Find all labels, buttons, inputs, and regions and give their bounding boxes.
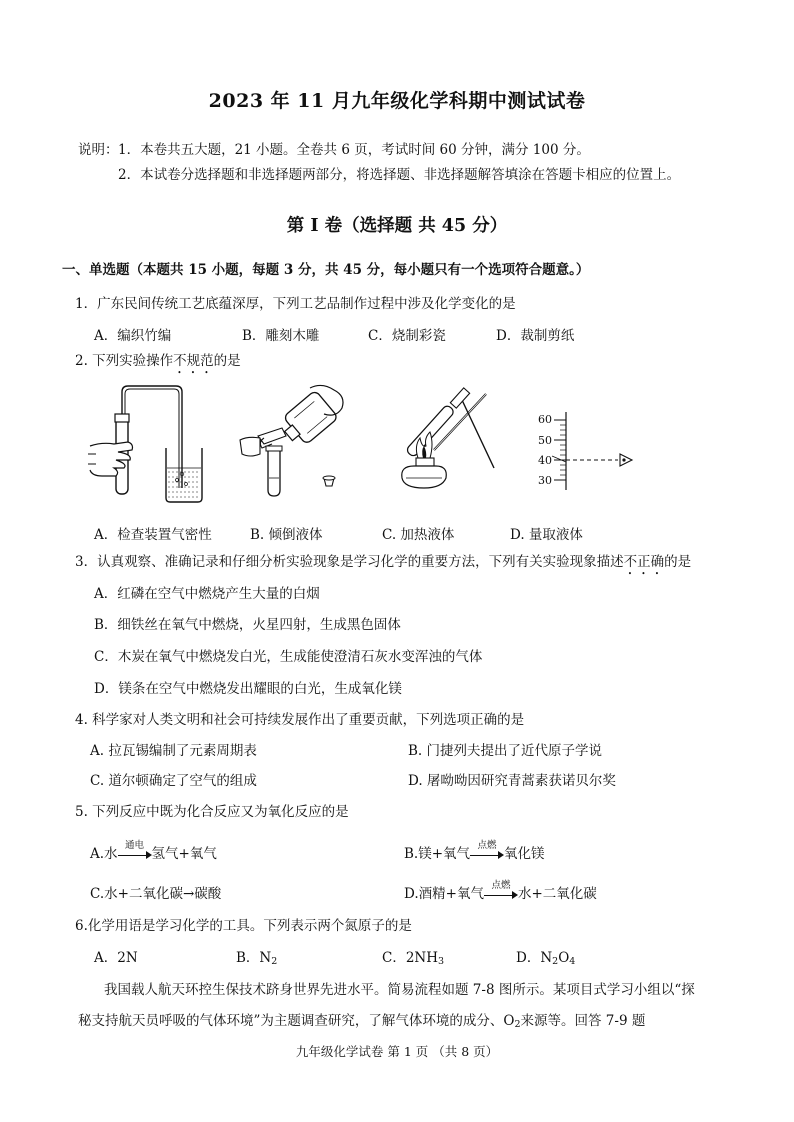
option-b-text: B．N [236, 950, 272, 966]
question-4-option-c: C. 道尔顿确定了空气的组成 [90, 773, 257, 789]
question-3-stem [75, 550, 691, 578]
option-d-text-mid: O [558, 950, 570, 966]
question-5-stem: 5. 下列反应中既为化合反应又为氧化反应的是 [75, 804, 349, 820]
cylinder-tick-60: 60 [538, 413, 552, 426]
question-6-option-a: A．2N [94, 950, 138, 966]
option-d-reactant: D.酒精+氧气 [404, 886, 484, 902]
question-6-option-d [516, 946, 575, 967]
question-3-option-a: A．红磷在空气中燃烧产生大量的白烟 [94, 586, 320, 602]
passage-line-2-text: 秘支持航天员呼吸的气体环境”为主题调查研究，了解气体环境的成分、O [78, 1013, 515, 1029]
question-3-stem-emphasis: 不正确 [623, 554, 665, 570]
option-c-text: C．2NH [382, 950, 439, 966]
option-a-reactant: A.水 [90, 846, 118, 862]
question-5-option-b [404, 839, 545, 862]
reaction-condition: 通电 [125, 839, 145, 851]
question-1-option-c: C．烧制彩瓷 [368, 328, 446, 344]
option-d-product: 水+二氧化碳 [517, 886, 597, 902]
question-5-option-d [404, 879, 597, 902]
question-4-option-b: B. 门捷列夫提出了近代原子学说 [408, 743, 603, 759]
cylinder-tick-40: 40 [538, 454, 552, 467]
option-d-subscript-1: 2 [552, 956, 559, 967]
figure-heating-liquid [390, 380, 500, 498]
question-3-stem-after: 的是 [664, 554, 692, 570]
question-2-stem-before: 2. 下列实验操作 [75, 353, 174, 369]
question-2-stem-emphasis: 不规范 [173, 353, 214, 369]
passage-line-2-subscript: 2 [514, 1019, 521, 1030]
notes-label: 说明： [78, 142, 119, 158]
figure-measuring-liquid [532, 410, 652, 492]
question-6-option-c [382, 946, 444, 967]
figure-airtightness-check [88, 378, 216, 506]
question-3-stem-before: 3．认真观察、准确记录和仔细分析实验现象是学习化学的重要方法，下列有关实验现象描述 [75, 554, 624, 570]
question-1-option-a: A．编织竹编 [94, 328, 172, 344]
passage-line-2-tail: 来源等。回答 7-9 题 [520, 1013, 646, 1029]
page-title: 2023 年 11 月九年级化学科期中测试试卷 [208, 90, 586, 112]
question-3-option-b: B．细铁丝在氧气中燃烧，火星四射，生成黑色固体 [94, 617, 401, 633]
cylinder-tick-50: 50 [538, 434, 552, 447]
option-b-subscript: 2 [271, 956, 278, 967]
cylinder-tick-30: 30 [538, 474, 552, 487]
reaction-arrow-icon [470, 839, 504, 862]
option-b-product: 氧化镁 [504, 846, 545, 862]
question-1-option-b: B．雕刻木雕 [242, 328, 320, 344]
question-1-stem: 1．广东民间传统工艺底蕴深厚，下列工艺品制作过程中涉及化学变化的是 [75, 296, 516, 312]
option-c-subscript: 3 [438, 956, 445, 967]
question-4-stem: 4. 科学家对人类文明和社会可持续发展作出了重要贡献，下列选项正确的是 [75, 712, 525, 728]
question-6-option-b [236, 946, 277, 967]
question-2-option-d: D. 量取液体 [510, 527, 583, 543]
notes-line-2: 2．本试卷分选择题和非选择题两部分，将选择题、非选择题解答填涂在答题卡相应的位置上。 [118, 167, 681, 183]
page-footer: 九年级化学试卷 第 1 页 （共 8 页） [295, 1044, 499, 1059]
part-title: 一、单选题（本题共 15 小题，每题 3 分，共 45 分，每小题只有一个选项符合题意。） [62, 262, 590, 278]
question-5-option-c: C.水+二氧化碳→碳酸 [90, 886, 222, 902]
option-a-product: 氢气+氧气 [151, 846, 217, 862]
reaction-arrow-icon [484, 879, 518, 902]
question-4-option-a: A. 拉瓦锡编制了元素周期表 [90, 743, 257, 759]
passage-line-2 [78, 1009, 645, 1030]
question-4-option-d: D. 屠呦呦因研究青蒿素获诺贝尔奖 [408, 773, 616, 789]
notes-line-1: 1．本卷共五大题，21 小题。全卷共 6 页，考试时间 60 分钟，满分 100 分。 [118, 142, 590, 158]
option-b-reactant: B.镁+氧气 [404, 846, 471, 862]
question-3-option-d: D．镁条在空气中燃烧发出耀眼的白光，生成氧化镁 [94, 681, 402, 697]
question-2-option-c: C. 加热液体 [382, 527, 455, 543]
section-title: 第 I 卷（选择题 共 45 分） [286, 216, 508, 236]
option-d-text: D．N [516, 950, 553, 966]
reaction-condition: 点燃 [491, 879, 511, 891]
question-6-stem: 6.化学用语是学习化学的工具。下列表示两个氮原子的是 [75, 918, 412, 934]
reaction-arrow-icon [118, 839, 152, 862]
figure-pouring-liquid [238, 378, 354, 498]
question-2-option-a: A．检查装置气密性 [94, 527, 212, 543]
option-d-subscript-2: 4 [569, 956, 576, 967]
passage-line-1: 我国载人航天环控生保技术跻身世界先进水平。简易流程如题 7-8 图所示。某项目式学习小组以“探 [104, 982, 695, 998]
question-2-stem [75, 349, 241, 377]
question-5-option-a [90, 839, 217, 862]
question-2-option-b: B. 倾倒液体 [250, 527, 323, 543]
question-3-option-c: C．木炭在氧气中燃烧发白光，生成能使澄清石灰水变浑浊的气体 [94, 649, 483, 665]
question-2-stem-after: 的是 [213, 353, 241, 369]
reaction-condition: 点燃 [477, 839, 497, 851]
question-1-option-d: D．裁制剪纸 [496, 328, 575, 344]
